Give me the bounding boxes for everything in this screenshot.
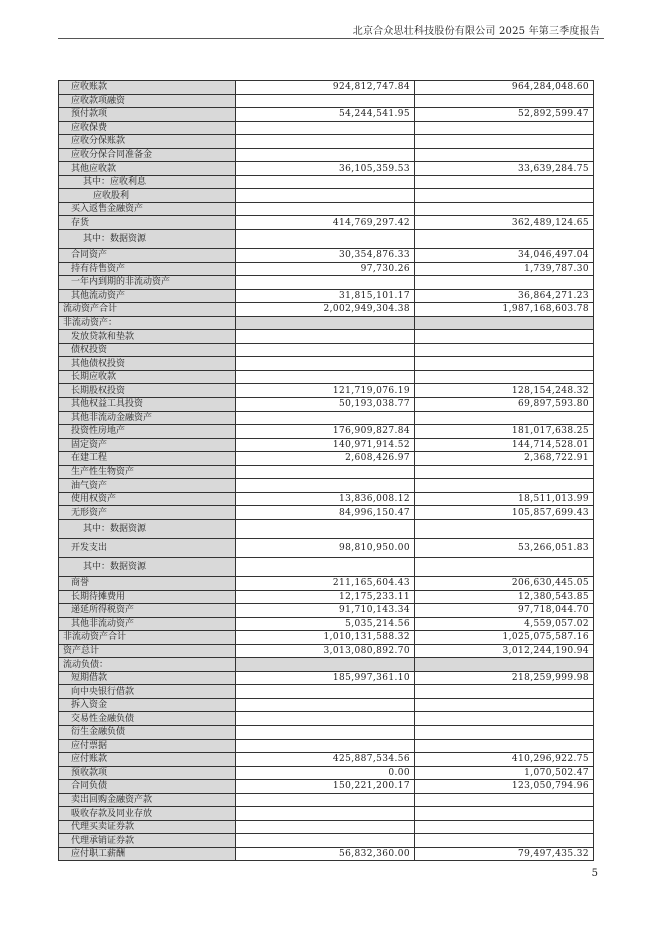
table-row [59,249,594,263]
table-row [59,712,594,726]
prior-period-value [415,175,594,189]
table-row [59,479,594,493]
row-label: 应付账款 [59,753,236,767]
prior-period-value: 362,489,124.65 [415,216,594,230]
table-row [59,121,594,135]
table-row [59,202,594,216]
row-label: 商誉 [59,576,236,590]
current-period-value: 31,815,101.17 [236,289,415,303]
prior-period-value [415,370,594,384]
row-label: 其他非流动资产 [59,617,236,631]
row-label: 应收分保账款 [59,135,236,149]
current-period-value: 0.00 [236,766,415,780]
table-row [59,411,594,425]
row-label: 应收账款 [59,81,236,95]
prior-period-value: 36,864,271.23 [415,289,594,303]
row-label: 向中央银行借款 [59,685,236,699]
current-period-value [236,121,415,135]
table-row [59,398,594,412]
prior-period-value: 206,630,445.05 [415,576,594,590]
current-period-value [236,94,415,108]
row-label: 其中：数据资源 [59,557,236,576]
row-label: 应收保费 [59,121,236,135]
prior-period-value [415,343,594,357]
current-period-value: 2,002,949,304.38 [236,303,415,317]
current-period-value: 13,836,008.12 [236,492,415,506]
table-row [59,370,594,384]
prior-period-value: 69,897,593.80 [415,398,594,412]
current-period-value: 54,244,541.95 [236,108,415,122]
table-row [59,644,594,658]
prior-period-value [415,725,594,739]
row-label: 其中：数据资源 [59,230,236,249]
current-period-value [236,370,415,384]
prior-period-value [415,479,594,493]
prior-period-value: 1,987,168,603.78 [415,303,594,317]
row-label: 应付票据 [59,739,236,753]
current-period-value [236,189,415,203]
table-row [59,671,594,685]
row-label: 吸收存款及同业存放 [59,807,236,821]
prior-period-value [415,316,594,330]
prior-period-value: 52,892,599.47 [415,108,594,122]
table-row [59,557,594,576]
row-label: 非流动资产： [59,316,236,330]
current-period-value [236,793,415,807]
current-period-value: 50,193,038.77 [236,398,415,412]
prior-period-value: 3,012,244,190.94 [415,644,594,658]
prior-period-value [415,189,594,203]
prior-period-value: 144,714,528.01 [415,438,594,452]
row-label: 投资性房地产 [59,425,236,439]
current-period-value [236,712,415,726]
row-label: 合同负债 [59,780,236,794]
row-label: 其他债权投资 [59,357,236,371]
prior-period-value [415,411,594,425]
table-row [59,189,594,203]
table-row [59,343,594,357]
table-row [59,148,594,162]
table-row [59,357,594,371]
row-label: 生产性生物资产 [59,465,236,479]
current-period-value [236,519,415,538]
row-label: 应收分保合同准备金 [59,148,236,162]
current-period-value: 5,035,214.56 [236,617,415,631]
prior-period-value: 964,284,048.60 [415,81,594,95]
row-label: 长期股权投资 [59,384,236,398]
table-row [59,617,594,631]
row-label: 应收款项融资 [59,94,236,108]
table-row [59,698,594,712]
current-period-value [236,357,415,371]
row-label: 买入返售金融资产 [59,202,236,216]
table-row [59,94,594,108]
table-row [59,135,594,149]
row-label: 长期应收款 [59,370,236,384]
prior-period-value: 97,718,044.70 [415,604,594,618]
current-period-value: 924,812,747.84 [236,81,415,95]
current-period-value [236,343,415,357]
table-row [59,230,594,249]
row-label: 资产总计 [59,644,236,658]
prior-period-value [415,793,594,807]
current-period-value: 3,013,080,892.70 [236,644,415,658]
table-row [59,316,594,330]
current-period-value [236,685,415,699]
row-label: 交易性金融负债 [59,712,236,726]
row-label: 其他非流动金融资产 [59,411,236,425]
table-row [59,519,594,538]
prior-period-value: 53,266,051.83 [415,538,594,557]
row-label: 无形资产 [59,506,236,520]
table-row [59,753,594,767]
prior-period-value: 128,154,248.32 [415,384,594,398]
prior-period-value [415,820,594,834]
table-row [59,384,594,398]
row-label: 一年内到期的非流动资产 [59,276,236,290]
row-label: 长期待摊费用 [59,590,236,604]
row-label: 短期借款 [59,671,236,685]
row-label: 拆入资金 [59,698,236,712]
current-period-value [236,807,415,821]
current-period-value: 425,887,534.56 [236,753,415,767]
current-period-value [236,557,415,576]
current-period-value [236,834,415,848]
prior-period-value: 18,511,013.99 [415,492,594,506]
row-label: 油气资产 [59,479,236,493]
prior-period-value [415,465,594,479]
current-period-value [236,276,415,290]
prior-period-value [415,519,594,538]
current-period-value: 36,105,359.53 [236,162,415,176]
current-period-value: 98,810,950.00 [236,538,415,557]
table-row [59,262,594,276]
page-number: 5 [591,868,598,879]
current-period-value: 414,769,297.42 [236,216,415,230]
table-row [59,766,594,780]
prior-period-value: 1,739,787.30 [415,262,594,276]
current-period-value: 150,221,200.17 [236,780,415,794]
current-period-value: 176,909,827.84 [236,425,415,439]
table-row [59,807,594,821]
current-period-value [236,658,415,672]
row-label: 预付款项 [59,108,236,122]
table-row [59,685,594,699]
prior-period-value [415,658,594,672]
prior-period-value [415,739,594,753]
table-row [59,847,594,861]
current-period-value [236,135,415,149]
current-period-value [236,330,415,344]
current-period-value [236,739,415,753]
table-row [59,303,594,317]
current-period-value [236,820,415,834]
prior-period-value [415,712,594,726]
prior-period-value: 33,639,284.75 [415,162,594,176]
row-label: 其他应收款 [59,162,236,176]
current-period-value [236,465,415,479]
current-period-value: 2,608,426.97 [236,452,415,466]
row-label: 代理承销证券款 [59,834,236,848]
current-period-value: 1,010,131,588.32 [236,631,415,645]
balance-sheet-table [58,80,594,861]
row-label: 预收款项 [59,766,236,780]
current-period-value: 91,710,143.34 [236,604,415,618]
row-label: 发放贷款和垫款 [59,330,236,344]
prior-period-value: 4,559,057.02 [415,617,594,631]
row-label: 代理买卖证券款 [59,820,236,834]
table-row [59,793,594,807]
table-row [59,452,594,466]
header-divider [58,38,604,39]
prior-period-value [415,698,594,712]
row-label: 其他流动资产 [59,289,236,303]
current-period-value [236,316,415,330]
prior-period-value [415,202,594,216]
prior-period-value: 2,368,722.91 [415,452,594,466]
current-period-value [236,698,415,712]
current-period-value [236,725,415,739]
table-row [59,492,594,506]
row-label: 合同资产 [59,249,236,263]
table-row [59,604,594,618]
current-period-value [236,230,415,249]
prior-period-value: 34,046,497.04 [415,249,594,263]
table-row [59,739,594,753]
current-period-value: 97,730.26 [236,262,415,276]
prior-period-value: 79,497,435.32 [415,847,594,861]
table-row [59,276,594,290]
row-label: 开发支出 [59,538,236,557]
row-label: 流动资产合计 [59,303,236,317]
row-label: 应付职工薪酬 [59,847,236,861]
row-label: 存货 [59,216,236,230]
row-label: 衍生金融负债 [59,725,236,739]
current-period-value [236,202,415,216]
table-row [59,780,594,794]
balance-sheet-body [59,81,594,861]
table-row [59,216,594,230]
current-period-value: 211,165,604.43 [236,576,415,590]
current-period-value: 185,997,361.10 [236,671,415,685]
row-label: 债权投资 [59,343,236,357]
current-period-value [236,411,415,425]
prior-period-value [415,121,594,135]
current-period-value: 121,719,076.19 [236,384,415,398]
row-label: 卖出回购金融资产款 [59,793,236,807]
prior-period-value [415,357,594,371]
prior-period-value: 123,050,794.96 [415,780,594,794]
current-period-value: 30,354,876.33 [236,249,415,263]
row-label: 其中：应收利息 [59,175,236,189]
row-label: 固定资产 [59,438,236,452]
table-row [59,330,594,344]
prior-period-value: 105,857,699.43 [415,506,594,520]
current-period-value: 12,175,233.11 [236,590,415,604]
row-label: 流动负债： [59,658,236,672]
prior-period-value: 12,380,543.85 [415,590,594,604]
current-period-value [236,175,415,189]
current-period-value: 140,971,914.52 [236,438,415,452]
row-label: 非流动资产合计 [59,631,236,645]
prior-period-value: 1,025,075,587.16 [415,631,594,645]
row-label: 使用权资产 [59,492,236,506]
prior-period-value [415,148,594,162]
prior-period-value [415,834,594,848]
table-row [59,576,594,590]
row-label: 其中：数据资源 [59,519,236,538]
row-label: 递延所得税资产 [59,604,236,618]
current-period-value: 84,996,150.47 [236,506,415,520]
table-row [59,725,594,739]
row-label: 在建工程 [59,452,236,466]
table-row [59,175,594,189]
prior-period-value: 410,296,922.75 [415,753,594,767]
table-row [59,631,594,645]
prior-period-value [415,135,594,149]
prior-period-value [415,685,594,699]
row-label: 应收股利 [59,189,236,203]
table-row [59,658,594,672]
table-row [59,108,594,122]
prior-period-value [415,557,594,576]
prior-period-value: 1,070,502.47 [415,766,594,780]
table-row [59,590,594,604]
table-row [59,425,594,439]
table-row [59,506,594,520]
prior-period-value [415,330,594,344]
prior-period-value [415,94,594,108]
table-row [59,289,594,303]
current-period-value [236,148,415,162]
prior-period-value [415,807,594,821]
prior-period-value [415,276,594,290]
prior-period-value: 218,259,999.98 [415,671,594,685]
table-row [59,820,594,834]
row-label: 其他权益工具投资 [59,398,236,412]
report-header-title: 北京合众思壮科技股份有限公司 2025 年第三季度报告 [352,26,600,37]
current-period-value [236,479,415,493]
table-row [59,834,594,848]
prior-period-value: 181,017,638.25 [415,425,594,439]
table-row [59,465,594,479]
table-row [59,81,594,95]
table-row [59,538,594,557]
table-row [59,162,594,176]
prior-period-value [415,230,594,249]
current-period-value: 56,832,360.00 [236,847,415,861]
row-label: 持有待售资产 [59,262,236,276]
table-row [59,438,594,452]
